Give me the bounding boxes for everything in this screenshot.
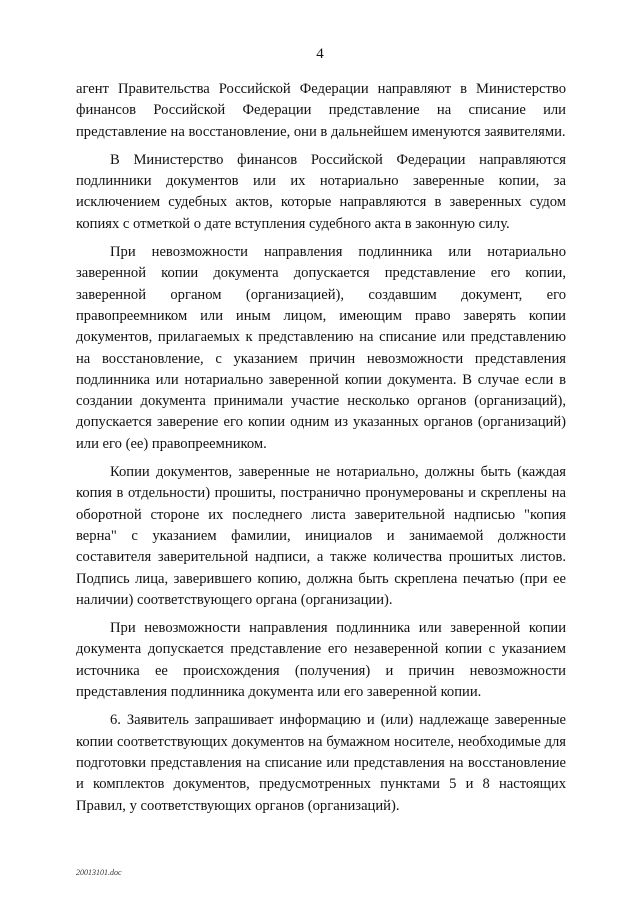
paragraph-2: В Министерство финансов Российской Федерации направляются подлинники документов или их нотариально заверенные копии, за исключением судебных актов, которые направляются в заверенных судом копиях с отметкой о дате вступления судебного акта в законную силу. xyxy=(76,151,566,232)
paragraph-5: При невозможности направления подлинника или заверенной копии документа допускается представление его незаверенной копии с указанием источника ее происхождения (получения) и причин невозможности представления подлинника документа или его заверенной копии. xyxy=(76,620,566,701)
paragraph-6: 6. Заявитель запрашивает информацию и (или) надлежаще заверенные копии соответствующих документов на бумажном носителе, необходимые для подготовки представления на списание или представления на восстановление и комплектов документов, предусмотренных пунктами 5 и 8 настоящих Правил, у соответствующих органов (организаций). xyxy=(76,712,566,814)
paragraph-4: Копии документов, заверенные не нотариально, должны быть (каждая копия в отдельности) прошиты, постранично пронумерованы и скреплены на оборотной стороне их последнего листа заверительной надписью "копия верна" с указанием фамилии, инициалов и занимаемой должности составителя заверительной надписи, а также количества прошитых листов. Подпись лица, заверившего копию, должна быть скреплена печатью (при ее наличии) соответствующего органа (организации). xyxy=(76,464,566,608)
document-body xyxy=(76,79,566,824)
paragraph-3: При невозможности направления подлинника или нотариально заверенной копии документа допускается представление его копии, заверенной органом (организацией), создавшим документ, его правопреемником или иным лицом, имеющим право заверять копии документов, прилагаемых к представлению на списание или представлению на восстановление, с указанием причин невозможности представления подлинника или нотариально заверенной копии документа. В случае если в создании документа принимали участие несколько органов (организаций), допускается заверение его копии одним из указанных органов (организаций) или его (ее) правопреемником. xyxy=(76,244,566,452)
page-number: 4 xyxy=(316,46,324,62)
paragraph-1: агент Правительства Российской Федерации направляют в Министерство финансов Российской Федерации представление на списание или представление на восстановление, они в дальнейшем именуются заявителями. xyxy=(76,81,566,140)
file-name-footer: 20013101.doc xyxy=(76,868,122,877)
